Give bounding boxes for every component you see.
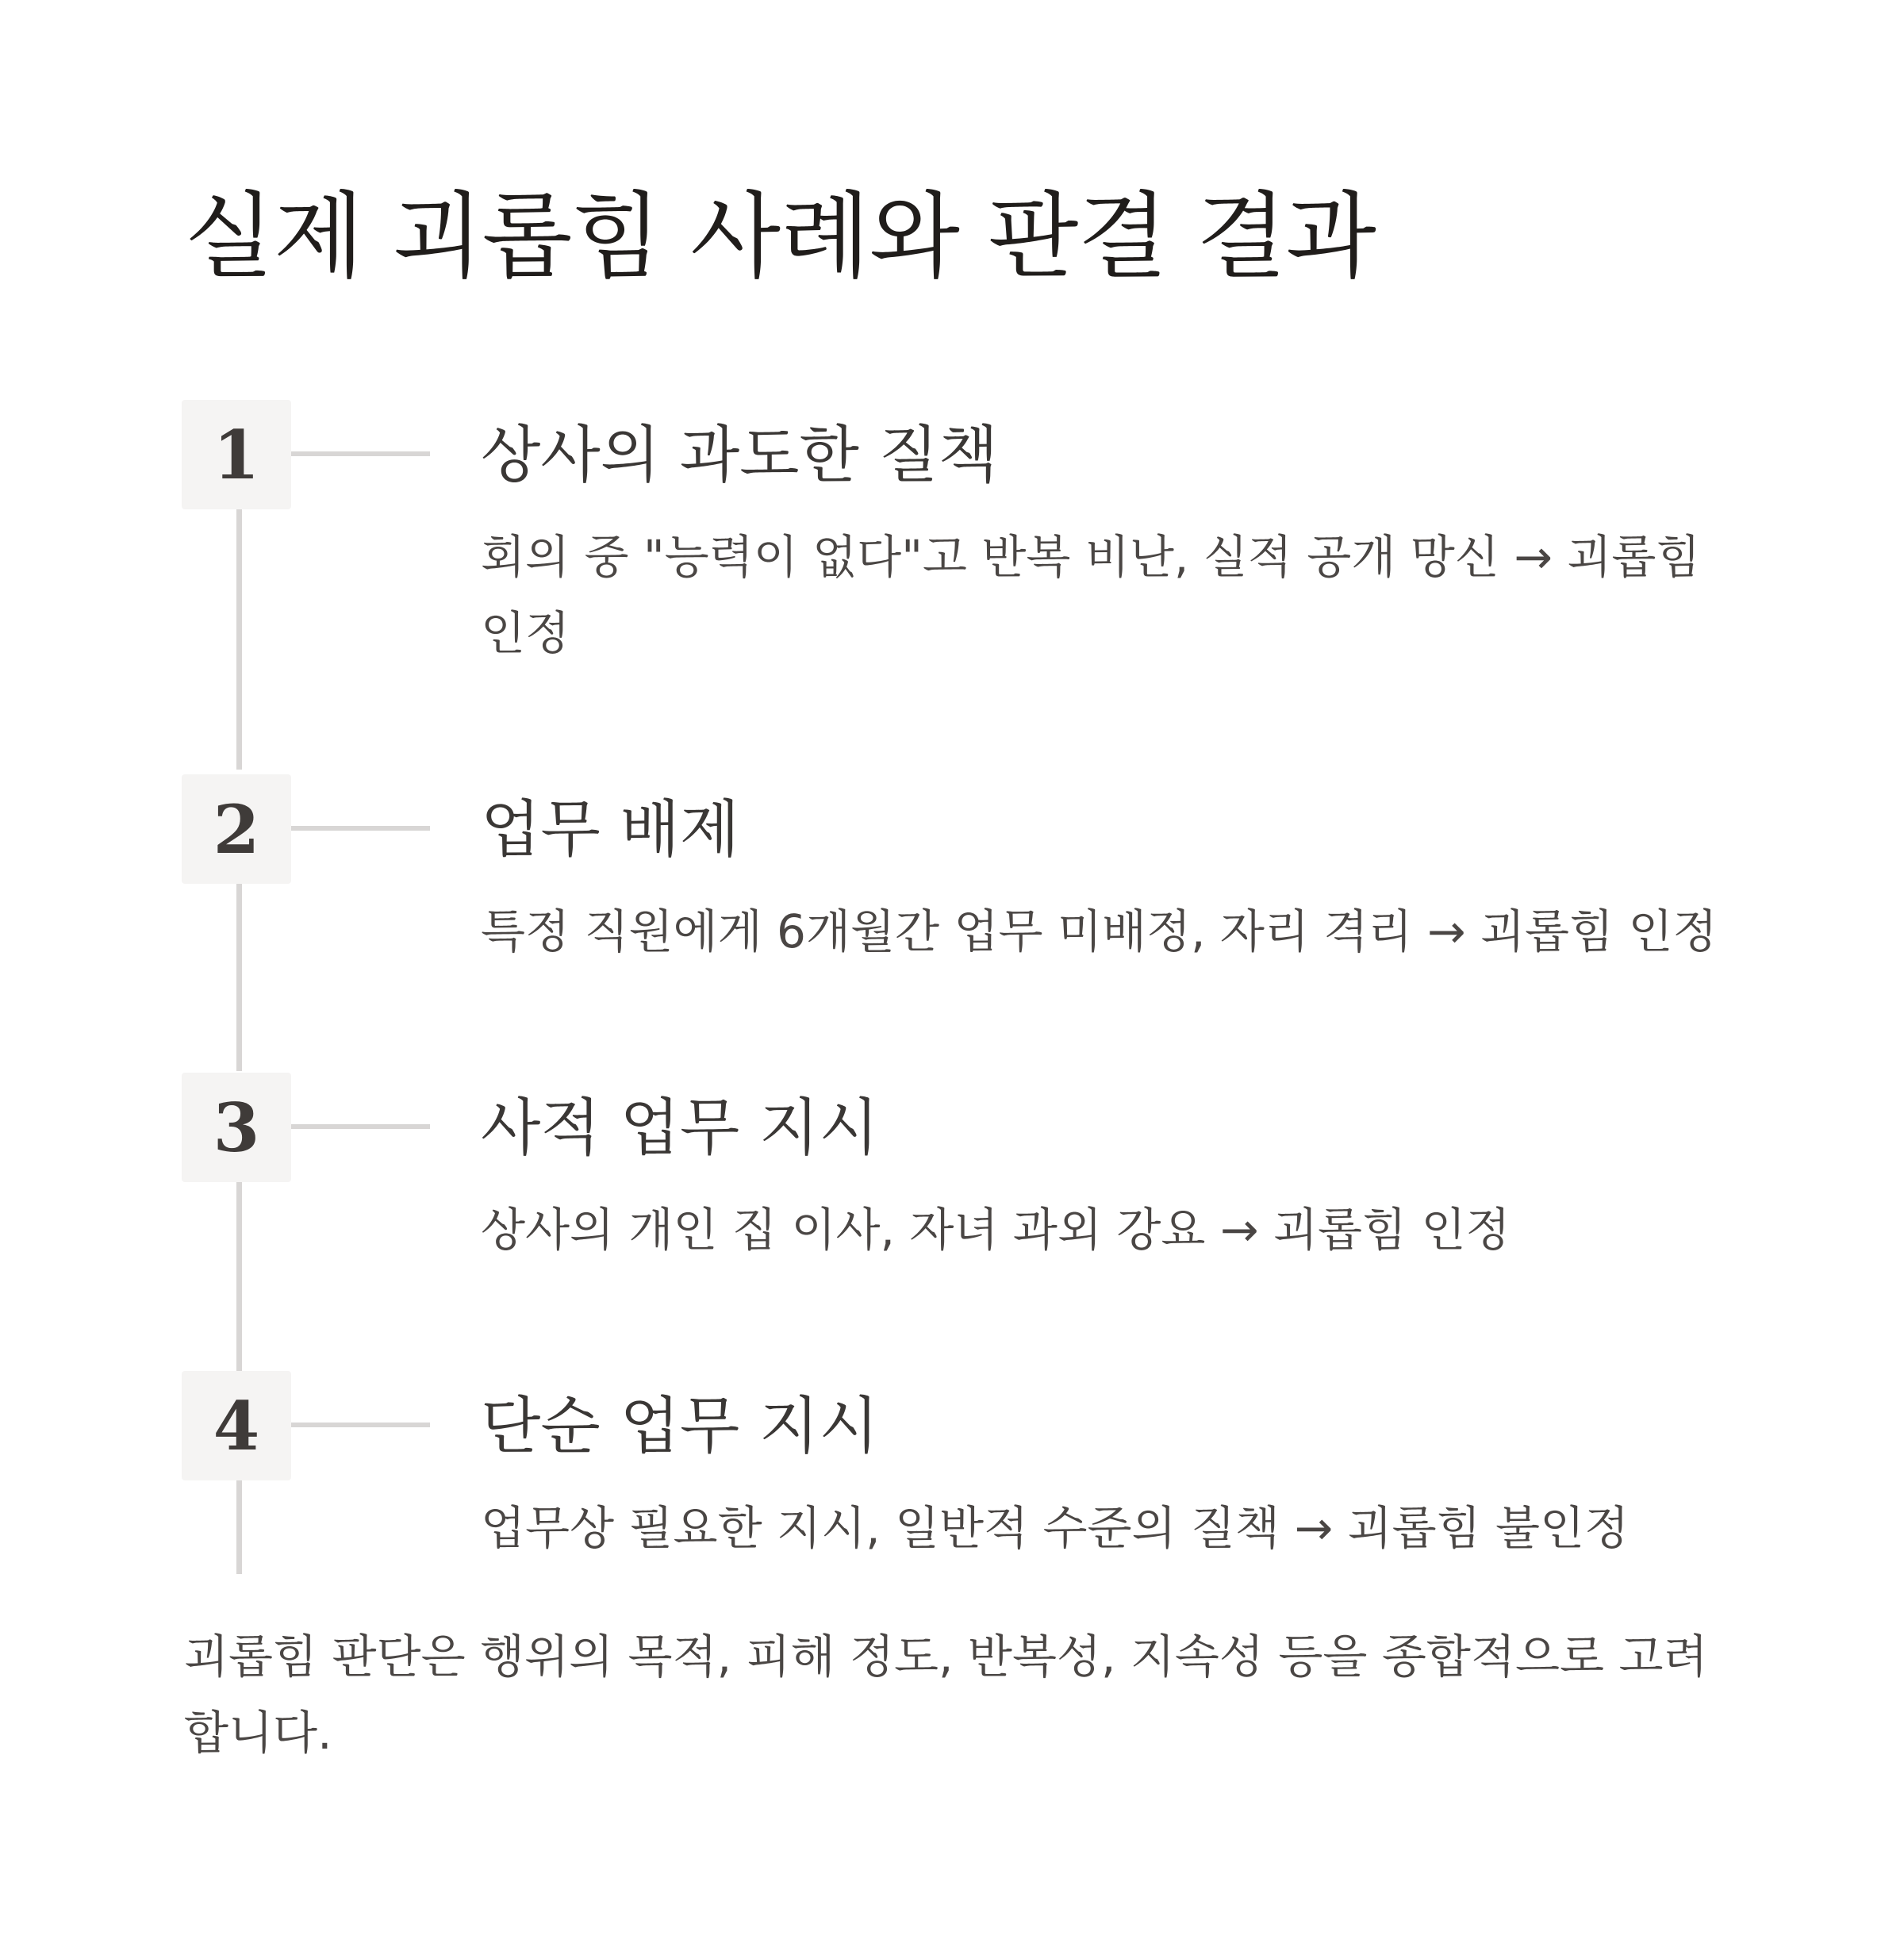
case-title: 사적 업무 지시 xyxy=(481,1092,879,1164)
case-connector-line xyxy=(291,1124,430,1129)
case-description: 특정 직원에게 6개월간 업무 미배정, 자리 격리 → 괴롭힘 인정 xyxy=(481,904,1718,958)
case-title: 업무 배제 xyxy=(481,794,740,866)
case-number-badge: 3 xyxy=(182,1073,291,1182)
timeline-connector xyxy=(236,1479,242,1574)
case-description: 회의 중 "능력이 없다"고 반복 비난, 실적 공개 망신 → 괴롭힘 인정 xyxy=(481,530,1701,660)
page-title: 실제 괴롭힘 사례와 판결 결과 xyxy=(184,182,1376,291)
case-connector-line xyxy=(291,1423,430,1427)
case-number-badge: 4 xyxy=(182,1371,291,1480)
timeline-connector xyxy=(236,881,242,1071)
case-number-badge: 2 xyxy=(182,774,291,884)
case-number-badge: 1 xyxy=(182,400,291,509)
case-description: 업무상 필요한 지시, 일반적 수준의 질책 → 괴롭힘 불인정 xyxy=(481,1501,1630,1555)
timeline-connector xyxy=(236,508,242,770)
timeline-connector xyxy=(236,1181,242,1371)
case-title: 단순 업무 지시 xyxy=(481,1391,879,1462)
case-title: 상사의 과도한 질책 xyxy=(481,420,999,491)
footer-note: 괴롭힘 판단은 행위의 목적, 피해 정도, 반복성, 지속성 등을 종합적으로 고려합니다. xyxy=(184,1630,1708,1760)
case-connector-line xyxy=(291,826,430,831)
case-connector-line xyxy=(291,451,430,456)
case-description: 상사의 개인 집 이사, 자녀 과외 강요 → 괴롭힘 인정 xyxy=(481,1203,1511,1257)
